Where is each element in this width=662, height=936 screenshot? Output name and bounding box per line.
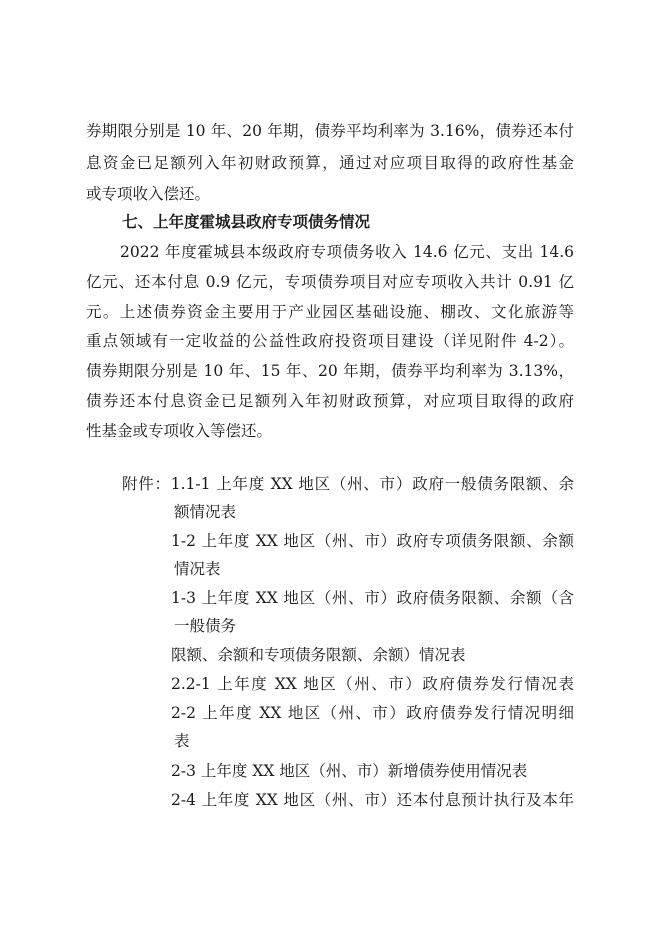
attachment-line: 附件：1.1-1 上年度 XX 地区（州、市）政府一般债务限额、余	[122, 475, 574, 493]
attachment-line: 表	[174, 732, 190, 750]
attachment-line: 额情况表	[174, 503, 237, 521]
body-line: 性基金或专项收入等偿还。	[86, 422, 273, 440]
body-line: 券期限分别是 10 年、20 年期，债券平均利率为 3.16%，债券还本付	[86, 122, 574, 140]
attachment-line: 2-3 上年度 XX 地区（州、市）新增债券使用情况表	[171, 762, 528, 780]
body-line: 重点领域有一定收益的公益性政府投资项目建设（详见附件 4-2）。	[86, 332, 574, 350]
body-line: 或专项收入偿还。	[86, 185, 211, 203]
attachment-line: 2.2-1 上年度 XX 地区（州、市）政府债券发行情况表	[171, 675, 574, 693]
body-line: 2022 年度霍城县本级政府专项债务收入 14.6 亿元、支出 14.6	[120, 243, 574, 261]
body-line: 债券还本付息资金已足额列入年初财政预算，对应项目取得的政府	[86, 392, 574, 410]
attachment-line: 1-2 上年度 XX 地区（州、市）政府专项债务限额、余额	[171, 532, 574, 550]
body-line: 债券期限分别是 10 年、15 年、20 年期，债券平均利率为 3.13%，	[86, 362, 574, 380]
attachment-line: 一般债务	[174, 617, 237, 635]
attachment-line: 情况表	[174, 560, 221, 578]
body-line: 息资金已足额列入年初财政预算，通过对应项目取得的政府性基金	[86, 154, 574, 172]
attachment-line: 1-3 上年度 XX 地区（州、市）政府债务限额、余额（含	[171, 589, 574, 607]
attachment-line: 2-4 上年度 XX 地区（州、市）还本付息预计执行及本年	[171, 791, 574, 809]
attachment-line: 2-2 上年度 XX 地区（州、市）政府债券发行情况明细	[171, 704, 574, 722]
section-heading: 七、上年度霍城县政府专项债务情况	[122, 213, 371, 231]
attachment-line: 限额、余额和专项债务限额、余额）情况表	[171, 646, 466, 664]
body-line: 元。上述债券资金主要用于产业园区基础设施、棚改、文化旅游等	[86, 303, 574, 321]
body-line: 亿元、还本付息 0.9 亿元，专项债券项目对应专项收入共计 0.91 亿	[86, 273, 574, 291]
